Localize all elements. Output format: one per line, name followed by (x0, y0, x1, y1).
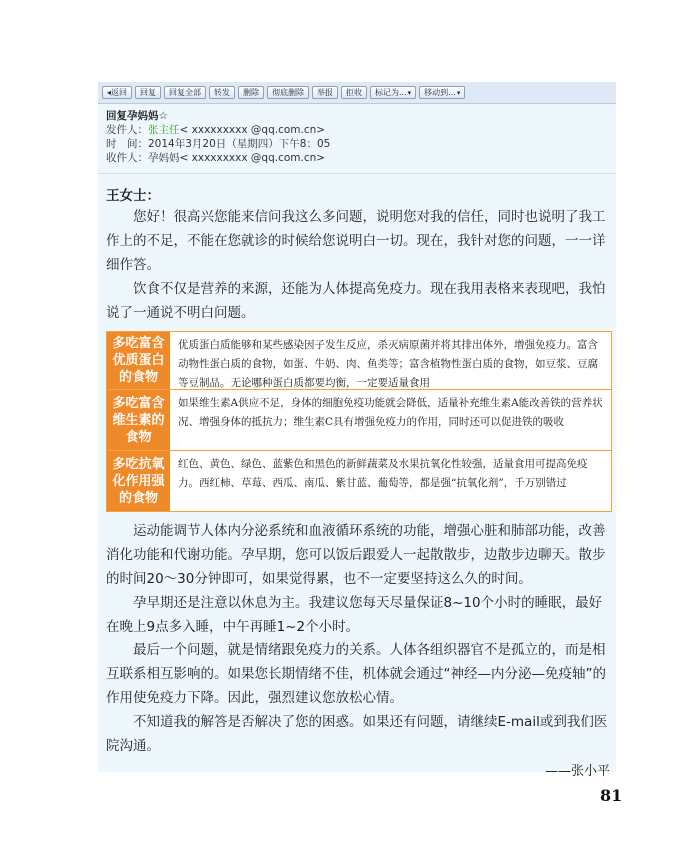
paragraph-5: 最后一个问题，就是情绪跟免疫力的关系。人体各组织器官不是孤立的，而是相互联系相互影响的。如果您长期情绪不佳，机体就会通过“神经—内分泌—免疫轴”的作用使免疫力下降。因此，强烈建议您放松心情。 (106, 642, 606, 706)
time-value: 2014年3月20日（星期四）下午8：05 (148, 138, 331, 150)
table-row-label: 多吃抗氧化作用强的食物 (107, 451, 170, 511)
sender-line (106, 123, 330, 137)
time-label: 时 间： (106, 138, 148, 150)
signature: ——张小平 (544, 764, 610, 779)
mail-subject: 回复孕妈妈☆ (106, 110, 168, 122)
paragraph-6: 不知道我的解答是否解决了您的困惑。如果还有问题，请继续E-mail或到我们医院沟通。 (106, 714, 608, 754)
table-row (107, 451, 611, 511)
delete-button[interactable]: 删除 (238, 86, 264, 99)
table-row (107, 390, 611, 451)
back-button[interactable]: ◂返回 (102, 86, 132, 99)
email-toolbar (98, 82, 616, 104)
sender-address: < xxxxxxxxx @qq.com.cn> (179, 124, 326, 136)
report-button[interactable]: 举报 (312, 86, 338, 99)
reject-button[interactable]: 拒收 (341, 86, 367, 99)
table-row-label: 多吃富含优质蛋白的食物 (107, 332, 170, 389)
reply-button[interactable]: 回复 (135, 86, 161, 99)
forward-button[interactable]: 转发 (209, 86, 235, 99)
reply-all-button[interactable]: 回复全部 (164, 86, 206, 99)
table-row-text: 红色、黄色、绿色、蓝紫色和黑色的新鲜蔬菜及水果抗氧化性较强，适量食用可提高免疫力。西红柿、草莓、西瓜、南瓜、紫甘蓝、葡萄等，都是强“抗氧化剂”，千万别错过 (178, 458, 588, 489)
sender-label: 发件人： (106, 124, 148, 136)
paragraph-4: 孕早期还是注意以休息为主。我建议您每天尽量保证8~10个小时的睡眠，最好在晚上9点多入睡，中午再睡1~2个小时。 (106, 595, 603, 635)
page-number: 81 (600, 786, 623, 805)
paragraph-1: 您好！很高兴您能来信问我这么多问题，说明您对我的信任，同时也说明了我工作上的不足，不能在您就诊的时候给您说明白一切。现在，我针对您的问题，一一详细作答。 (106, 209, 606, 273)
sender-name[interactable]: 张主任 (148, 124, 180, 136)
permanent-delete-button[interactable]: 彻底删除 (267, 86, 309, 99)
paragraph-2: 饮食不仅是营养的来源，还能为人体提高免疫力。现在我用表格来表现吧，我怕说了一通说不明白问题。 (106, 281, 606, 321)
table-row-label: 多吃富含维生素的食物 (107, 390, 170, 450)
mark-as-dropdown[interactable]: 标记为... ▾ (370, 86, 416, 99)
mail-header (106, 109, 330, 165)
table-row (107, 332, 611, 390)
recipient-value: 孕妈妈< xxxxxxxxx @qq.com.cn> (148, 152, 326, 164)
table-row-text: 优质蛋白质能够和某些感染因子发生反应，杀灭病原菌并将其排出体外，增强免疫力。富含动物性蛋白质的食物，如蛋、牛奶、肉、鱼类等；富含植物性蛋白质的食物，如豆浆、豆腐等豆制品。无论哪种蛋白质都要均衡，一定要适量食用 (178, 339, 598, 389)
recipient-label: 收件人： (106, 152, 148, 164)
time-line (106, 137, 330, 151)
table-row-text: 如果维生素A供应不足，身体的细胞免疫功能就会降低，适量补充维生素A能改善铁的营养状况、增强身体的抵抗力；维生素C具有增强免疫力的作用，同时还可以促进铁的吸收 (178, 397, 603, 428)
recipient-line (106, 151, 330, 165)
move-to-dropdown[interactable]: 移动到... ▾ (419, 86, 465, 99)
nutrition-table (106, 331, 612, 512)
header-divider (98, 173, 616, 174)
greeting: 王女士： (106, 188, 160, 204)
paragraph-3: 运动能调节人体内分泌系统和血液循环系统的功能，增强心脏和肺部功能，改善消化功能和代谢功能。孕早期，您可以饭后跟爱人一起散散步，边散步边聊天。散步的时间20～30分钟即可，如果觉得累，也不一定要坚持这么久的时间。 (106, 523, 606, 587)
